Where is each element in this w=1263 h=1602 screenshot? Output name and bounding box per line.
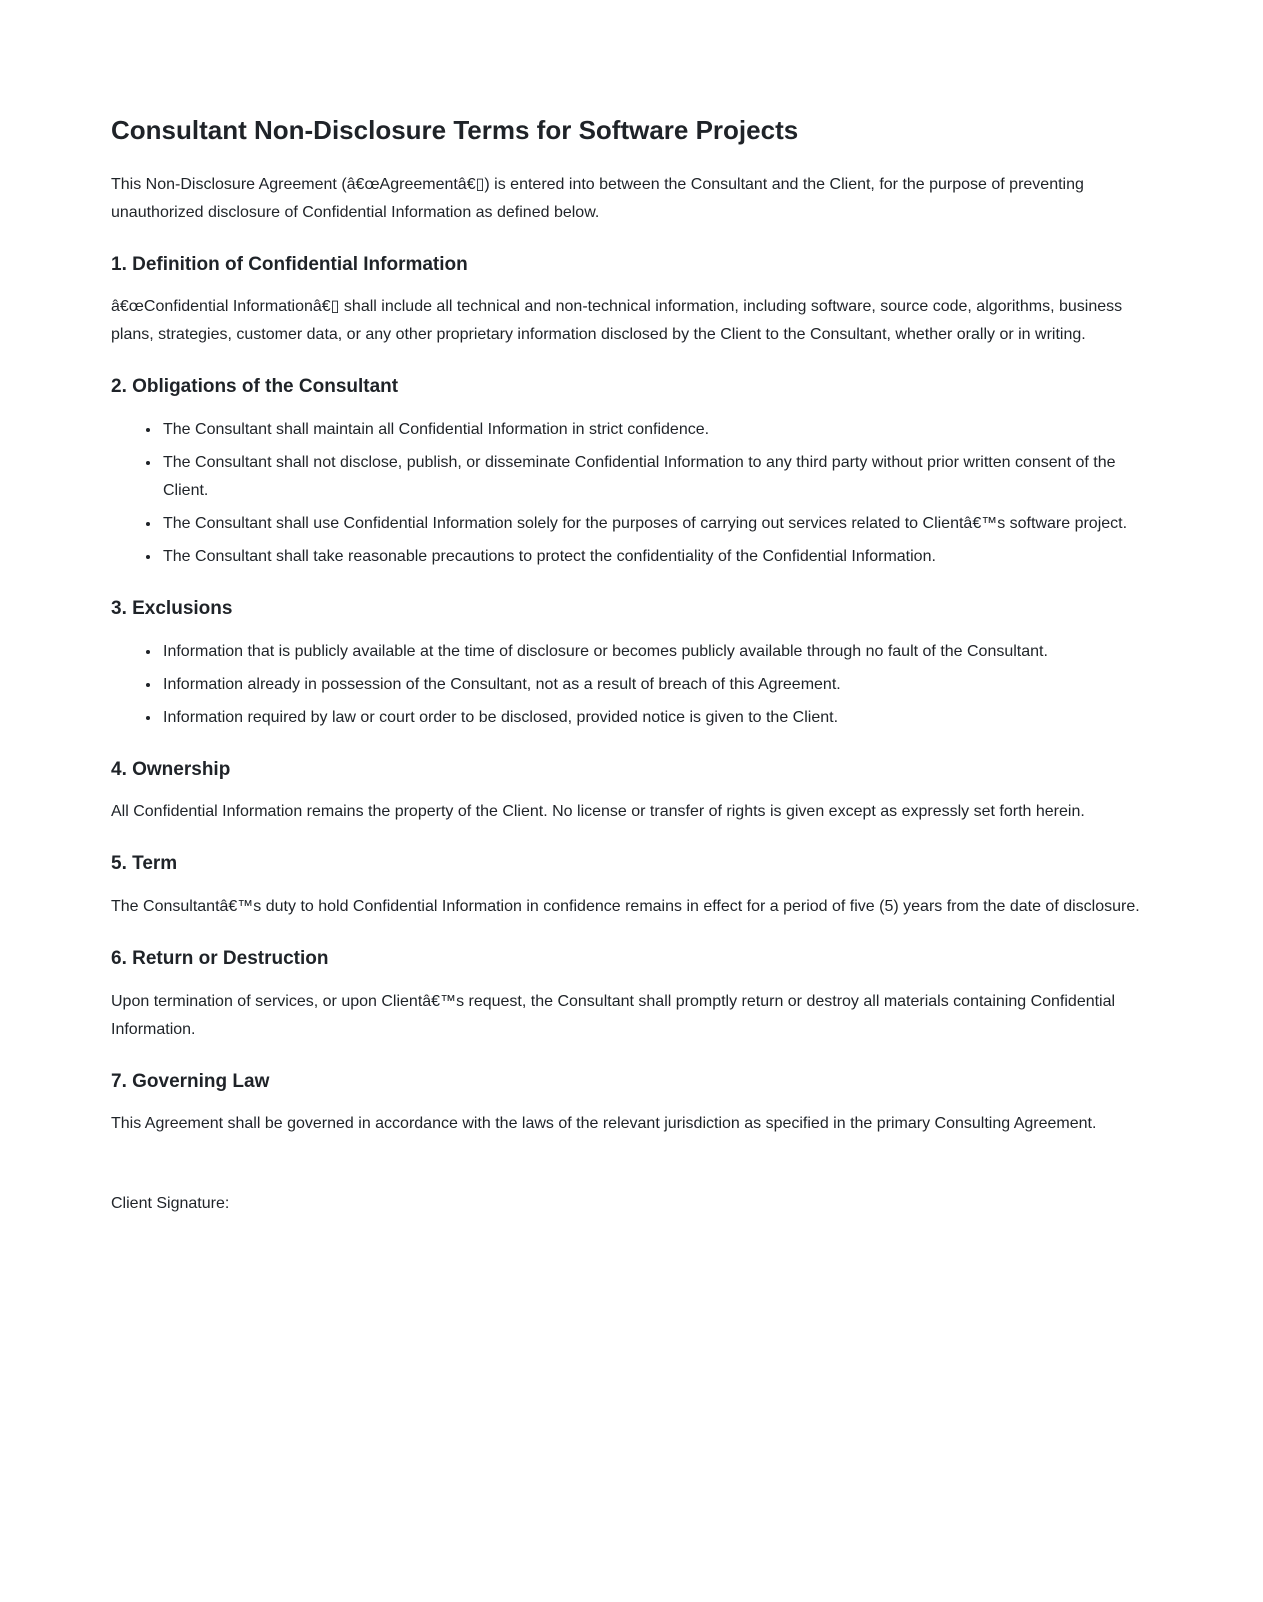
bullet-item: • The Consultant shall use Confidential Information solely for the purposes of carrying out services related to Clientâ€™s software project.	[161, 510, 1152, 538]
section-paragraph: This Agreement shall be governed in accordance with the laws of the relevant jurisdiction as specified in the primary Consulting Agreement.	[111, 1115, 1097, 1133]
intro-paragraph: This Non-Disclosure Agreement (â€œAgreementâ€▯) is entered into between the Consultant and the Client, for the purpose of preventing unauthorized disclosure of Confidential Information as defined below.	[111, 175, 1084, 221]
bullet-list	[111, 638, 1152, 732]
document-section	[111, 597, 1152, 732]
section-heading: 7. Governing Law	[111, 1070, 270, 1092]
section-paragraph: Upon termination of services, or upon Clientâ€™s request, the Consultant shall promptly return or destroy all materials containing Confidential Information.	[111, 992, 1116, 1038]
bullet-item: • Information required by law or court order to be disclosed, provided notice is given to the Client.	[161, 704, 1152, 732]
document-title: Consultant Non-Disclosure Terms for Software Projects	[111, 115, 799, 145]
section-heading: 5. Term	[111, 853, 178, 875]
section-paragraph: All Confidential Information remains the property of the Client. No license or transfer of rights is given except as expressly set forth herein.	[111, 803, 1085, 821]
section-heading: 3. Exclusions	[111, 597, 233, 619]
bullet-item: • The Consultant shall take reasonable precautions to protect the confidentiality of the Confidential Information.	[161, 543, 1152, 571]
signature-label: Client Signature:	[111, 1195, 230, 1213]
document-section	[111, 375, 1152, 571]
document-section	[111, 758, 1152, 827]
document-section	[111, 1070, 1152, 1139]
section-heading: 6. Return or Destruction	[111, 947, 329, 969]
bullet-item: • The Consultant shall maintain all Confidential Information in strict confidence.	[161, 416, 1152, 444]
section-heading: 1. Definition of Confidential Information	[111, 253, 468, 275]
section-heading: 2. Obligations of the Consultant	[111, 376, 399, 398]
sections-container	[111, 253, 1152, 1139]
section-heading: 4. Ownership	[111, 758, 231, 780]
bullet-list	[111, 416, 1152, 571]
section-paragraph: â€œConfidential Informationâ€▯ shall include all technical and non-technical information, including software, source code, algorithms, business plans, strategies, customer data, or any other proprietary information disclosed by the Client to the Consultant, whether orally or in writing.	[111, 298, 1123, 344]
section-paragraph: The Consultantâ€™s duty to hold Confidential Information in confidence remains in effect for a period of five (5) years from the date of disclosure.	[111, 897, 1140, 915]
document-section	[111, 852, 1152, 921]
document-section	[111, 253, 1152, 350]
bullet-item: • Information already in possession of the Consultant, not as a result of breach of this Agreement.	[161, 671, 1152, 699]
bullet-item: • The Consultant shall not disclose, publish, or disseminate Confidential Information to any third party without prior written consent of the Client.	[161, 449, 1152, 505]
document-section	[111, 947, 1152, 1044]
bullet-item: • Information that is publicly available at the time of disclosure or becomes publicly available through no fault of the Consultant.	[161, 638, 1152, 666]
